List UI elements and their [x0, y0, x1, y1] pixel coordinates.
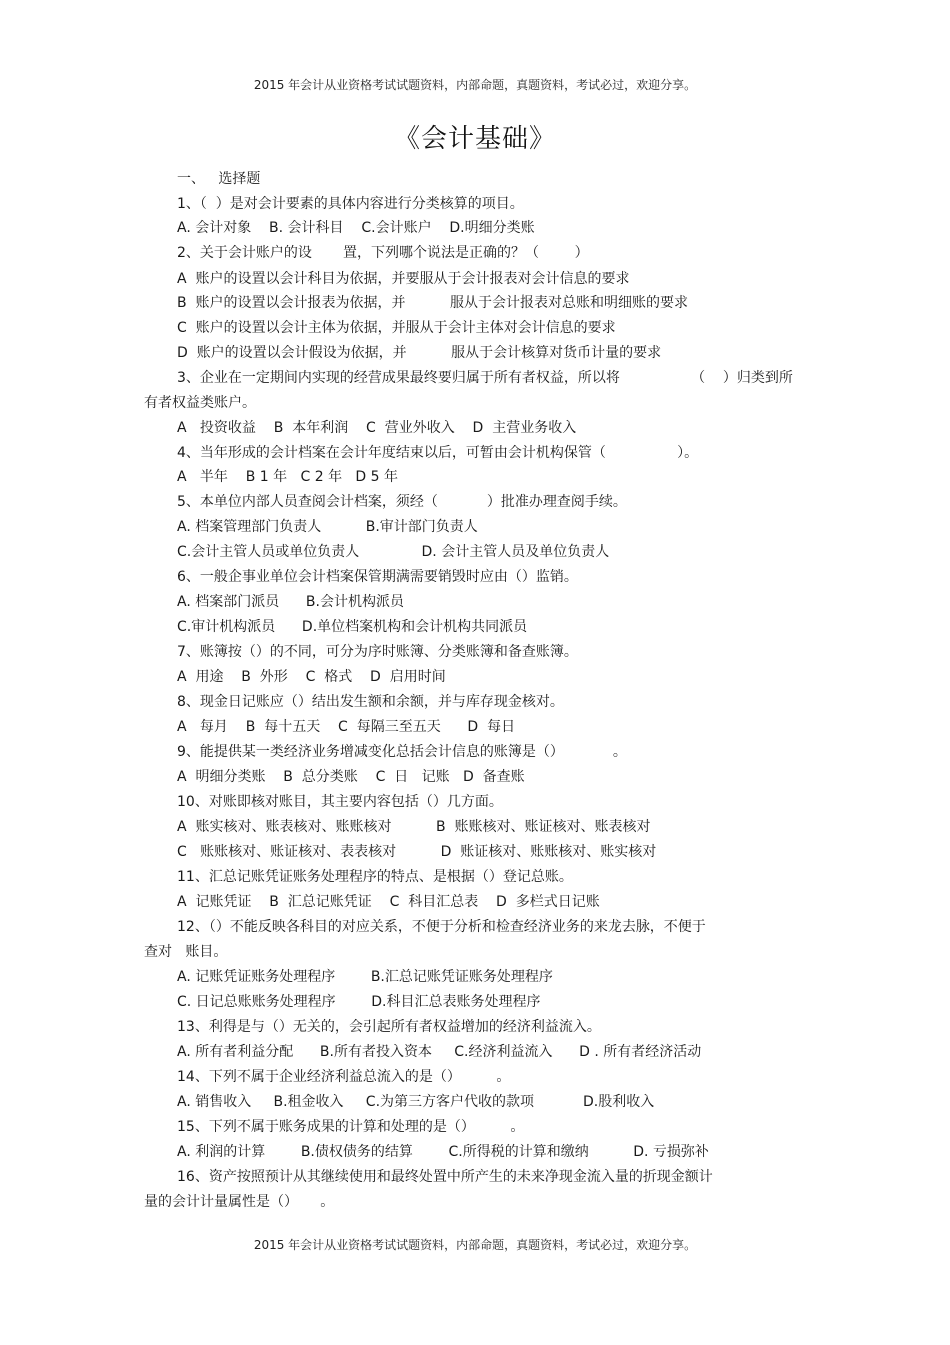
- question-line: 6、一般企事业单位会计档案保管期满需要销毁时应由（）监销。: [177, 569, 578, 585]
- page-footer: 2015 年会计从业资格考试试题资料，内部命题，真题资料，考试必过，欢迎分享。: [253, 1238, 697, 1252]
- section-heading: 一、 选择题: [177, 171, 261, 187]
- question-line: 4、当年形成的会计档案在会计年度结束以后，可暂由会计机构保管（ ）。: [177, 445, 699, 461]
- option-line: A 账户的设置以会计科目为依据，并要服从于会计报表对会计信息的要求: [177, 271, 630, 287]
- option-line: A 记账凭证 B 汇总记账凭证 C 科目汇总表 D 多栏式日记账: [177, 894, 600, 910]
- question-line: 10、对账即核对账目，其主要内容包括（）几方面。: [177, 794, 503, 810]
- option-line: C 账账核对、账证核对、表表核对 D 账证核对、账账核对、账实核对: [177, 844, 657, 860]
- question-line: 12、（）不能反映各科目的对应关系，不便于分析和检查经济业务的来龙去脉，不便于: [177, 919, 706, 935]
- option-line: A. 所有者利益分配 B.所有者投入资本 C.经济利益流入 D . 所有者经济活动: [177, 1044, 702, 1060]
- option-line: A. 会计对象 B. 会计科目 C.会计账户 D.明细分类账: [177, 220, 535, 236]
- option-line: A 投资收益 B 本年利润 C 营业外收入 D 主营业务收入: [177, 420, 577, 436]
- question-line: 1、（ ）是对会计要素的具体内容进行分类核算的项目。: [177, 196, 524, 212]
- option-line: C. 日记总账账务处理程序 D.科目汇总表账务处理程序: [177, 994, 541, 1010]
- question-line: 8、现金日记账应（）结出发生额和余额，并与库存现金核对。: [177, 694, 564, 710]
- option-line: C.审计机构派员 D.单位档案机构和会计机构共同派员: [177, 619, 528, 635]
- option-line: A 账实核对、账表核对、账账核对 B 账账核对、账证核对、账表核对: [177, 819, 651, 835]
- option-line: A. 利润的计算 B.债权债务的结算 C.所得税的计算和缴纳 D. 亏损弥补: [177, 1144, 709, 1160]
- option-line: D 账户的设置以会计假设为依据，并 服从于会计核算对货币计量的要求: [177, 345, 662, 361]
- question-line: 13、利得是与（）无关的，会引起所有者权益增加的经济利益流入。: [177, 1019, 601, 1035]
- option-line: A. 销售收入 B.租金收入 C.为第三方客户代收的款项 D.股利收入: [177, 1094, 655, 1110]
- option-line: A 明细分类账 B 总分类账 C 日 记账 D 备查账: [177, 769, 525, 785]
- option-line: A. 记账凭证账务处理程序 B.汇总记账凭证账务处理程序: [177, 969, 553, 985]
- option-line: C.会计主管人员或单位负责人 D. 会计主管人员及单位负责人: [177, 544, 610, 560]
- question-continuation: 量的会计计量属性是（） 。: [144, 1194, 335, 1210]
- option-line: B 账户的设置以会计报表为依据，并 服从于会计报表对总账和明细账的要求: [177, 295, 689, 311]
- option-line: A 每月 B 每十五天 C 每隔三至五天 D 每日: [177, 719, 516, 735]
- question-line: 15、下列不属于账务成果的计算和处理的是（） 。: [177, 1119, 525, 1135]
- question-line: 9、能提供某一类经济业务增减变化总括会计信息的账簿是（） 。: [177, 744, 627, 760]
- question-line: 3、企业在一定期间内实现的经营成果最终要归属于所有者权益，所以将 （ ）归类到所: [177, 370, 793, 386]
- option-line: A 半年 B 1 年 C 2 年 D 5 年: [177, 469, 399, 485]
- question-continuation: 有者权益类账户。: [144, 395, 256, 411]
- question-line: 7、账簿按（）的不同，可分为序时账簿、分类账簿和备查账簿。: [177, 644, 578, 660]
- question-line: 5、本单位内部人员查阅会计档案，须经（ ）批准办理查阅手续。: [177, 494, 627, 510]
- option-line: A. 档案部门派员 B.会计机构派员: [177, 594, 404, 610]
- question-line: 2、关于会计账户的设 置，下列哪个说法是正确的？（ ）: [177, 245, 589, 261]
- option-line: A. 档案管理部门负责人 B.审计部门负责人: [177, 519, 478, 535]
- page-header: 2015 年会计从业资格考试试题资料，内部命题，真题资料，考试必过，欢迎分享。: [253, 78, 697, 92]
- question-line: 11、汇总记账凭证账务处理程序的特点、是根据（）登记总账。: [177, 869, 573, 885]
- option-line: C 账户的设置以会计主体为依据，并服从于会计主体对会计信息的要求: [177, 320, 616, 336]
- question-line: 14、下列不属于企业经济利益总流入的是（） 。: [177, 1069, 511, 1085]
- question-continuation: 查对 账目。: [144, 944, 228, 960]
- question-line: 16、资产按照预计从其继续使用和最终处置中所产生的未来净现金流入量的折现金额计: [177, 1169, 713, 1185]
- document-title: 《会计基础》: [393, 124, 556, 154]
- option-line: A 用途 B 外形 C 格式 D 启用时间: [177, 669, 446, 685]
